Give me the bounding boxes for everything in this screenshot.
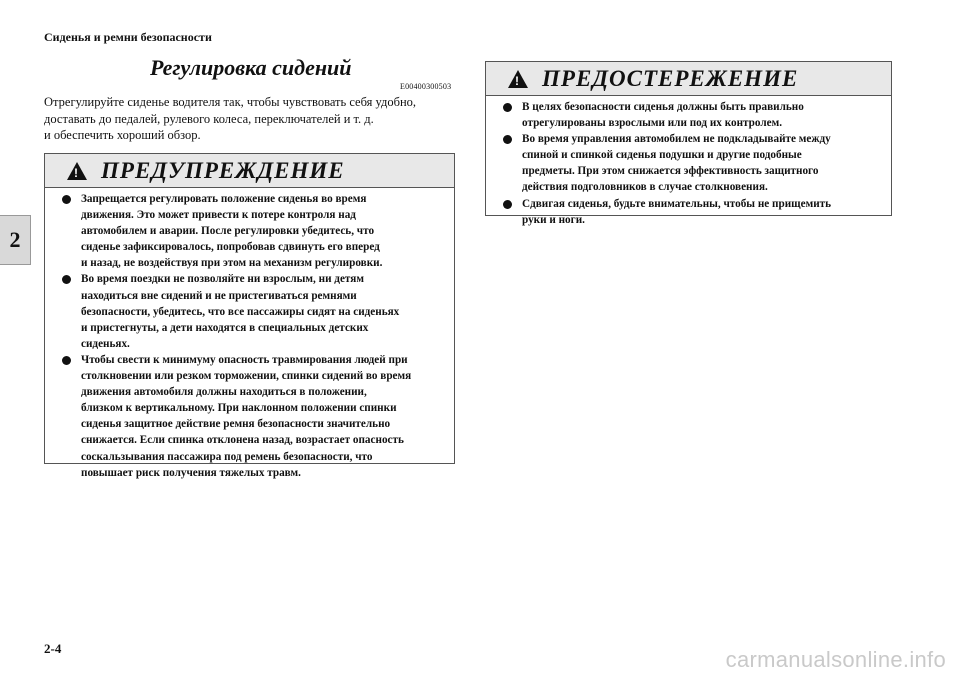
- caution-item-line: предметы. При этом снижается эффективность защитного: [522, 165, 819, 178]
- caution-body: [486, 96, 891, 228]
- caution-item-text: [522, 131, 881, 195]
- warning-title: ПРЕДУПРЕЖДЕНИЕ: [101, 157, 345, 183]
- warning-item-line: безопасности, убедитесь, что все пассажиры сидят на сиденьях: [81, 305, 400, 318]
- intro-line: Отрегулируйте сиденье водителя так, чтобы чувствовать себя удобно,: [44, 95, 417, 109]
- section-title: Регулировка сидений: [150, 55, 352, 80]
- warning-triangle-icon: [67, 162, 87, 180]
- bullet-icon: [62, 275, 71, 284]
- warning-item-line: столкновении или резком торможении, спинки сидений во время: [81, 370, 412, 383]
- intro-line: доставать до педалей, рулевого колеса, переключателей и т. д.: [44, 111, 374, 126]
- intro-paragraph: [44, 94, 454, 144]
- caution-item-line: действия подголовников в случае столкновения.: [522, 181, 768, 194]
- warning-item-text: [81, 191, 444, 271]
- warning-item: [55, 191, 444, 271]
- warning-item: [55, 271, 444, 351]
- caution-header: [486, 62, 891, 96]
- bullet-icon: [503, 135, 512, 144]
- warning-item-line: близком к вертикальному. При наклонном положении спинки: [81, 402, 397, 415]
- running-header: Сиденья и ремни безопасности: [44, 30, 212, 44]
- warning-item: [55, 352, 444, 481]
- intro-line: и обеспечить хороший обзор.: [44, 128, 201, 142]
- warning-item-line: Во время поездки не позволяйте ни взрослым, ни детям: [81, 273, 364, 286]
- caution-item: [496, 99, 881, 131]
- warning-item-line: Запрещается регулировать положение сиденья во время: [81, 193, 367, 205]
- watermark: carmanualsonline.info: [725, 647, 946, 672]
- warning-box: [44, 153, 455, 479]
- caution-item: [496, 196, 881, 228]
- warning-item-line: сиденье зафиксировалось, попробовав сдвинуть его вперед: [81, 241, 380, 254]
- warning-item-line: сиденья защитное действие ремня безопасности значительно: [81, 418, 391, 431]
- bullet-icon: [62, 195, 71, 204]
- warning-item-line: движения автомобиля должны находиться в положении,: [81, 386, 367, 399]
- caution-box: [485, 61, 892, 226]
- caution-item-text: [522, 196, 881, 228]
- warning-header: [45, 154, 454, 188]
- caution-item-line: руки и ноги.: [522, 213, 585, 226]
- warning-item-line: движения. Это может привести к потере контроля над: [81, 209, 356, 222]
- caution-item-line: Во время управления автомобилем не подкладывайте между: [522, 133, 831, 146]
- caution-item-line: отрегулированы взрослыми или под их контролем.: [522, 117, 782, 130]
- bullet-icon: [62, 356, 71, 365]
- warning-item-line: и назад, не воздействуя при этом на механизм регулировки.: [81, 257, 383, 270]
- bullet-icon: [503, 103, 512, 112]
- reference-code: E00400300503: [400, 82, 452, 91]
- chapter-tab: 2: [0, 215, 31, 265]
- caution-item-line: спиной и спинкой сиденья подушки и другие подобные: [522, 149, 802, 162]
- caution-item-line: В целях безопасности сиденья должны быть правильно: [522, 101, 804, 113]
- warning-item-line: автомобилем и аварии. После регулировки убедитесь, что: [81, 225, 375, 238]
- caution-title: ПРЕДОСТЕРЕЖЕНИЕ: [542, 65, 799, 91]
- warning-item-line: находиться вне сидений и не пристегиваться ремнями: [81, 289, 357, 302]
- caution-item: [496, 131, 881, 195]
- warning-item-line: Чтобы свести к минимуму опасность травмирования людей при: [81, 353, 408, 366]
- page-number: 2-4: [44, 641, 62, 656]
- warning-body: [45, 188, 454, 481]
- caution-item-text: [522, 99, 881, 131]
- caution-item-line: Сдвигая сиденья, будьте внимательны, чтобы не прищемить: [522, 197, 832, 210]
- warning-item-line: повышает риск получения тяжелых травм.: [81, 466, 301, 479]
- warning-item-line: сиденьях.: [81, 337, 130, 350]
- warning-item-text: [81, 271, 444, 351]
- warning-item-line: снижается. Если спинка отклонена назад, возрастает опасность: [81, 434, 404, 447]
- warning-item-text: [81, 352, 444, 481]
- caution-triangle-icon: [508, 70, 528, 88]
- bullet-icon: [503, 200, 512, 209]
- warning-item-line: соскальзывания пассажира под ремень безопасности, что: [81, 450, 373, 463]
- warning-item-line: и пристегнуты, а дети находятся в специальных детских: [81, 321, 369, 334]
